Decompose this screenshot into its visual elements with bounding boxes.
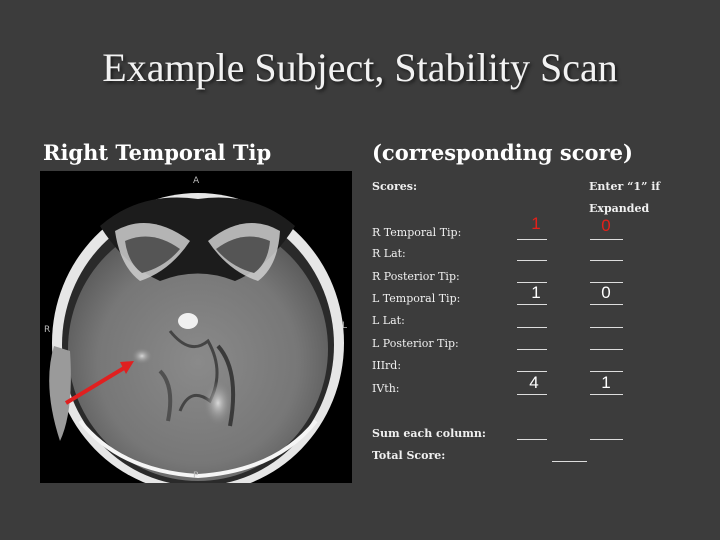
scan-label-anterior: A <box>193 176 200 186</box>
left-heading: Right Temporal Tip <box>43 140 272 165</box>
blank-col2-row7[interactable] <box>590 371 623 372</box>
blank-col1-row2[interactable] <box>517 260 547 261</box>
score-r-temporal-tip-col1: 1 <box>531 214 541 233</box>
score-r-temporal-tip-col2: 0 <box>601 216 611 235</box>
blank-col1-row6[interactable] <box>517 349 547 350</box>
blank-col2-row8[interactable] <box>590 394 623 395</box>
row-label-r-temporal-tip: R Temporal Tip: <box>372 226 462 239</box>
blank-col1-sum[interactable] <box>517 439 547 440</box>
blank-col1-row5[interactable] <box>517 327 547 328</box>
row-label-iiird: IIIrd: <box>372 359 402 372</box>
blank-col1-row8[interactable] <box>517 394 547 395</box>
enter-label-line1: Enter “1” if <box>589 180 661 193</box>
score-l-temporal-tip-col2: 0 <box>601 283 611 302</box>
scores-label: Scores: <box>372 180 418 193</box>
scan-label-right: R <box>44 325 51 335</box>
row-label-l-lat: L Lat: <box>372 314 405 327</box>
blank-col1-row4[interactable] <box>517 304 547 305</box>
row-label-r-posterior-tip: R Posterior Tip: <box>372 270 460 283</box>
row-label-r-lat: R Lat: <box>372 247 406 260</box>
sum-label: Sum each column: <box>372 427 486 440</box>
blank-total[interactable] <box>552 461 587 462</box>
score-ivth-col1: 4 <box>529 373 539 392</box>
scan-label-left: L <box>342 321 348 331</box>
enter-label-line2: Expanded <box>589 202 650 215</box>
blank-col2-sum[interactable] <box>590 439 623 440</box>
blank-col1-row7[interactable] <box>517 371 547 372</box>
row-label-l-posterior-tip: L Posterior Tip: <box>372 337 459 350</box>
blank-col2-row4[interactable] <box>590 304 623 305</box>
row-label-l-temporal-tip: L Temporal Tip: <box>372 292 461 305</box>
total-label: Total Score: <box>372 449 446 462</box>
score-ivth-col2: 1 <box>601 373 611 392</box>
blank-col2-row1[interactable] <box>590 239 623 240</box>
blank-col2-row5[interactable] <box>590 327 623 328</box>
blank-col2-row6[interactable] <box>590 349 623 350</box>
scan-label-posterior: P <box>193 471 199 481</box>
score-l-temporal-tip-col1: 1 <box>531 283 541 302</box>
slide-title: Example Subject, Stability Scan <box>102 45 618 90</box>
row-label-ivth: IVth: <box>372 382 400 395</box>
right-heading: (corresponding score) <box>372 140 633 165</box>
ct-scan-image <box>40 171 352 483</box>
ct-scan-graphic <box>40 171 352 483</box>
blank-col2-row2[interactable] <box>590 260 623 261</box>
blank-col1-row1[interactable] <box>517 239 547 240</box>
